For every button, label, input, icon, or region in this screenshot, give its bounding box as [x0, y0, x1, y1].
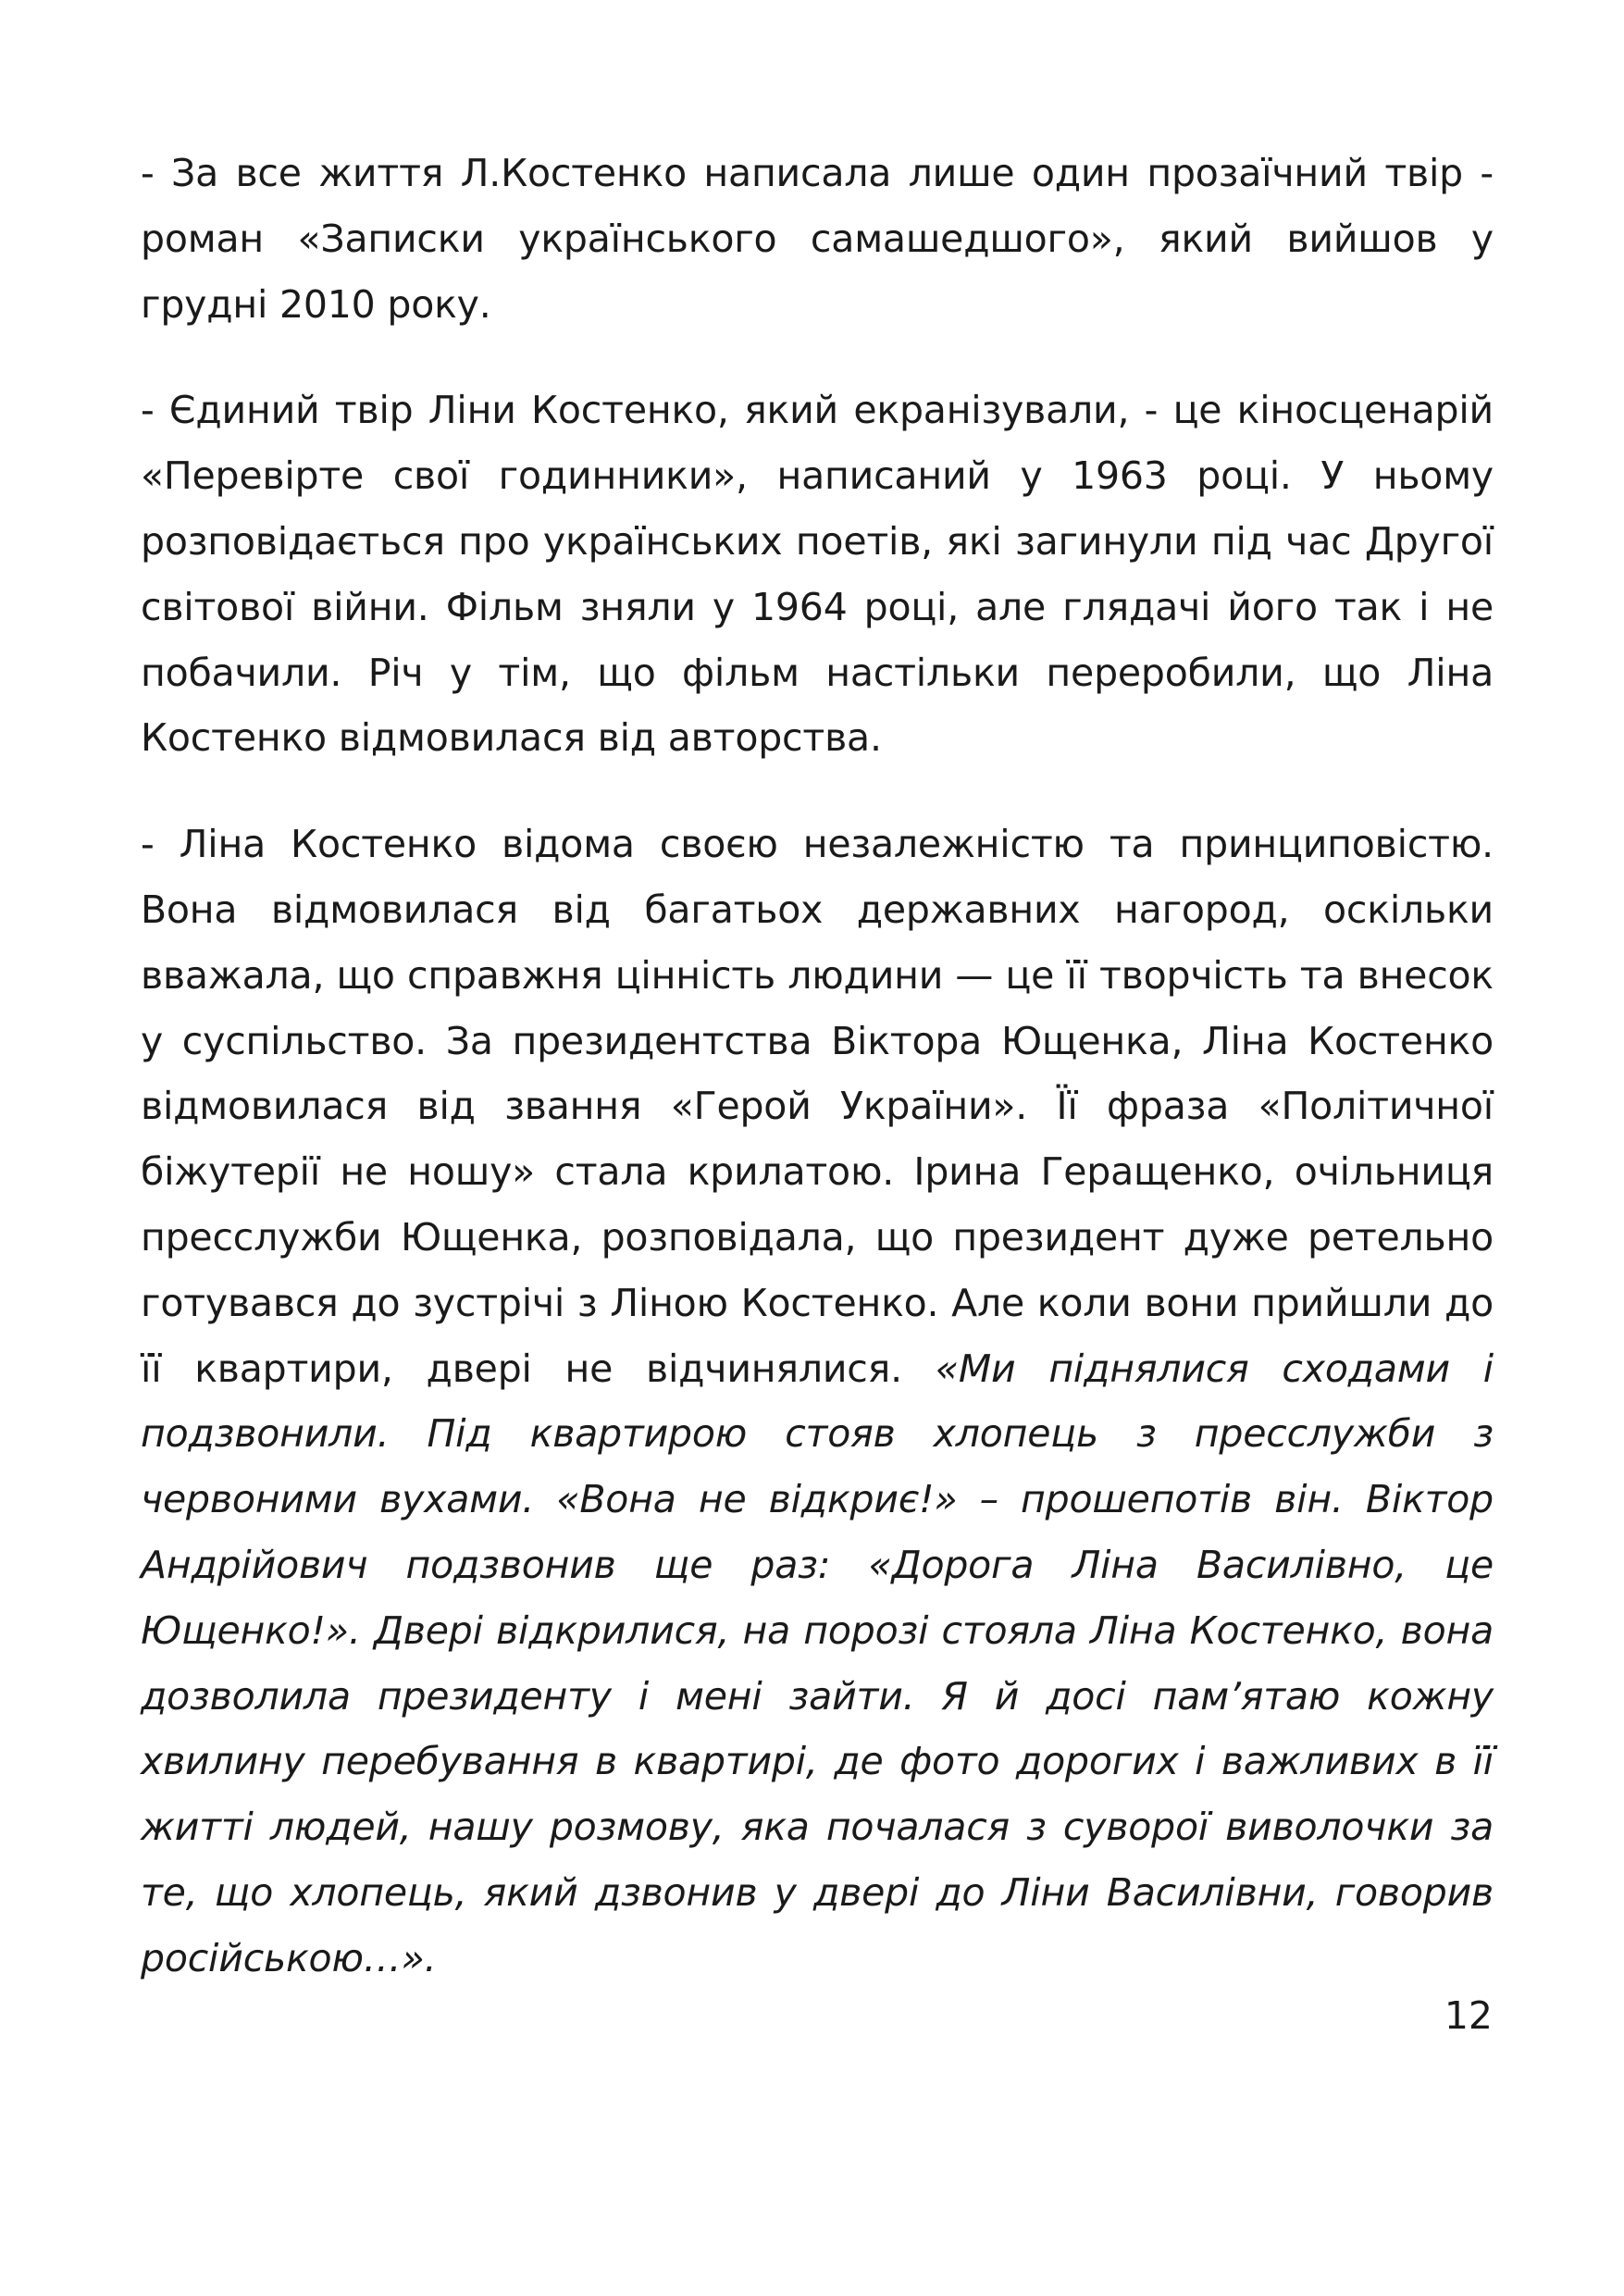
paragraph-prose-work: [141, 141, 1494, 337]
paragraph-text: - За все життя Л.Костенко написала лише один прозаїчний твір - роман «Записки українського самашедшого», який вийшов у грудні 2010 року.: [141, 151, 1494, 327]
paragraph-text: - Ліна Костенко відома своєю незалежністю та принциповістю. Вона відмовилася від багатьох державних нагород, оскільки вважала, що справжня цінність людини — це її творчість та внесок у суспільство. За президентства Віктора Ющенка, Ліна Костенко відмовилася від звання «Герой України». Її фраза «Політичної біжутерії не ношу» стала крилатою. Ірина Геращенко, очільниця пресслужби Ющенка, розповідала, що президент дуже ретельно готувався до зустрічі з Ліною Костенко. Але коли вони прийшли до її квартири, двері не відчинялися.: [141, 822, 1494, 1391]
page-body: [141, 141, 1494, 2032]
paragraph-independence: [141, 812, 1494, 1991]
page-number: 12: [1444, 1993, 1493, 2038]
paragraph-quote: «Ми піднялися сходами і подзвонили. Під квартирою стояв хлопець з пресслужби з червоними вухами. «Вона не відкриє!» – прошепотів він. Віктор Андрійович подзвонив ще раз: «Дорога Ліна Василівно, це Ющенко!». Двері відкрилися, на порозі стояла Ліна Костенко, вона дозволила президенту і мені зайти. Я й досі пам’ятаю кожну хвилину перебування в квартирі, де фото дорогих і важливих в її житті людей, нашу розмову, яка почалася з суворої виволочки за те, що хлопець, який дзвонив у двері до Ліни Василівни, говорив російською…».: [141, 1346, 1494, 1980]
paragraph-text: - Єдиний твір Ліни Костенко, який екранізували, - це кіносценарій «Перевірте свої годинники», написаний у 1963 році. У ньому розповідається про українських поетів, які загинули під час Другої світової війни. Фільм зняли у 1964 році, але глядачі його так і не побачили. Річ у тім, що фільм настільки переробили, що Ліна Костенко відмовилася від авторства.: [141, 388, 1494, 761]
paragraph-screenplay: [141, 378, 1494, 771]
